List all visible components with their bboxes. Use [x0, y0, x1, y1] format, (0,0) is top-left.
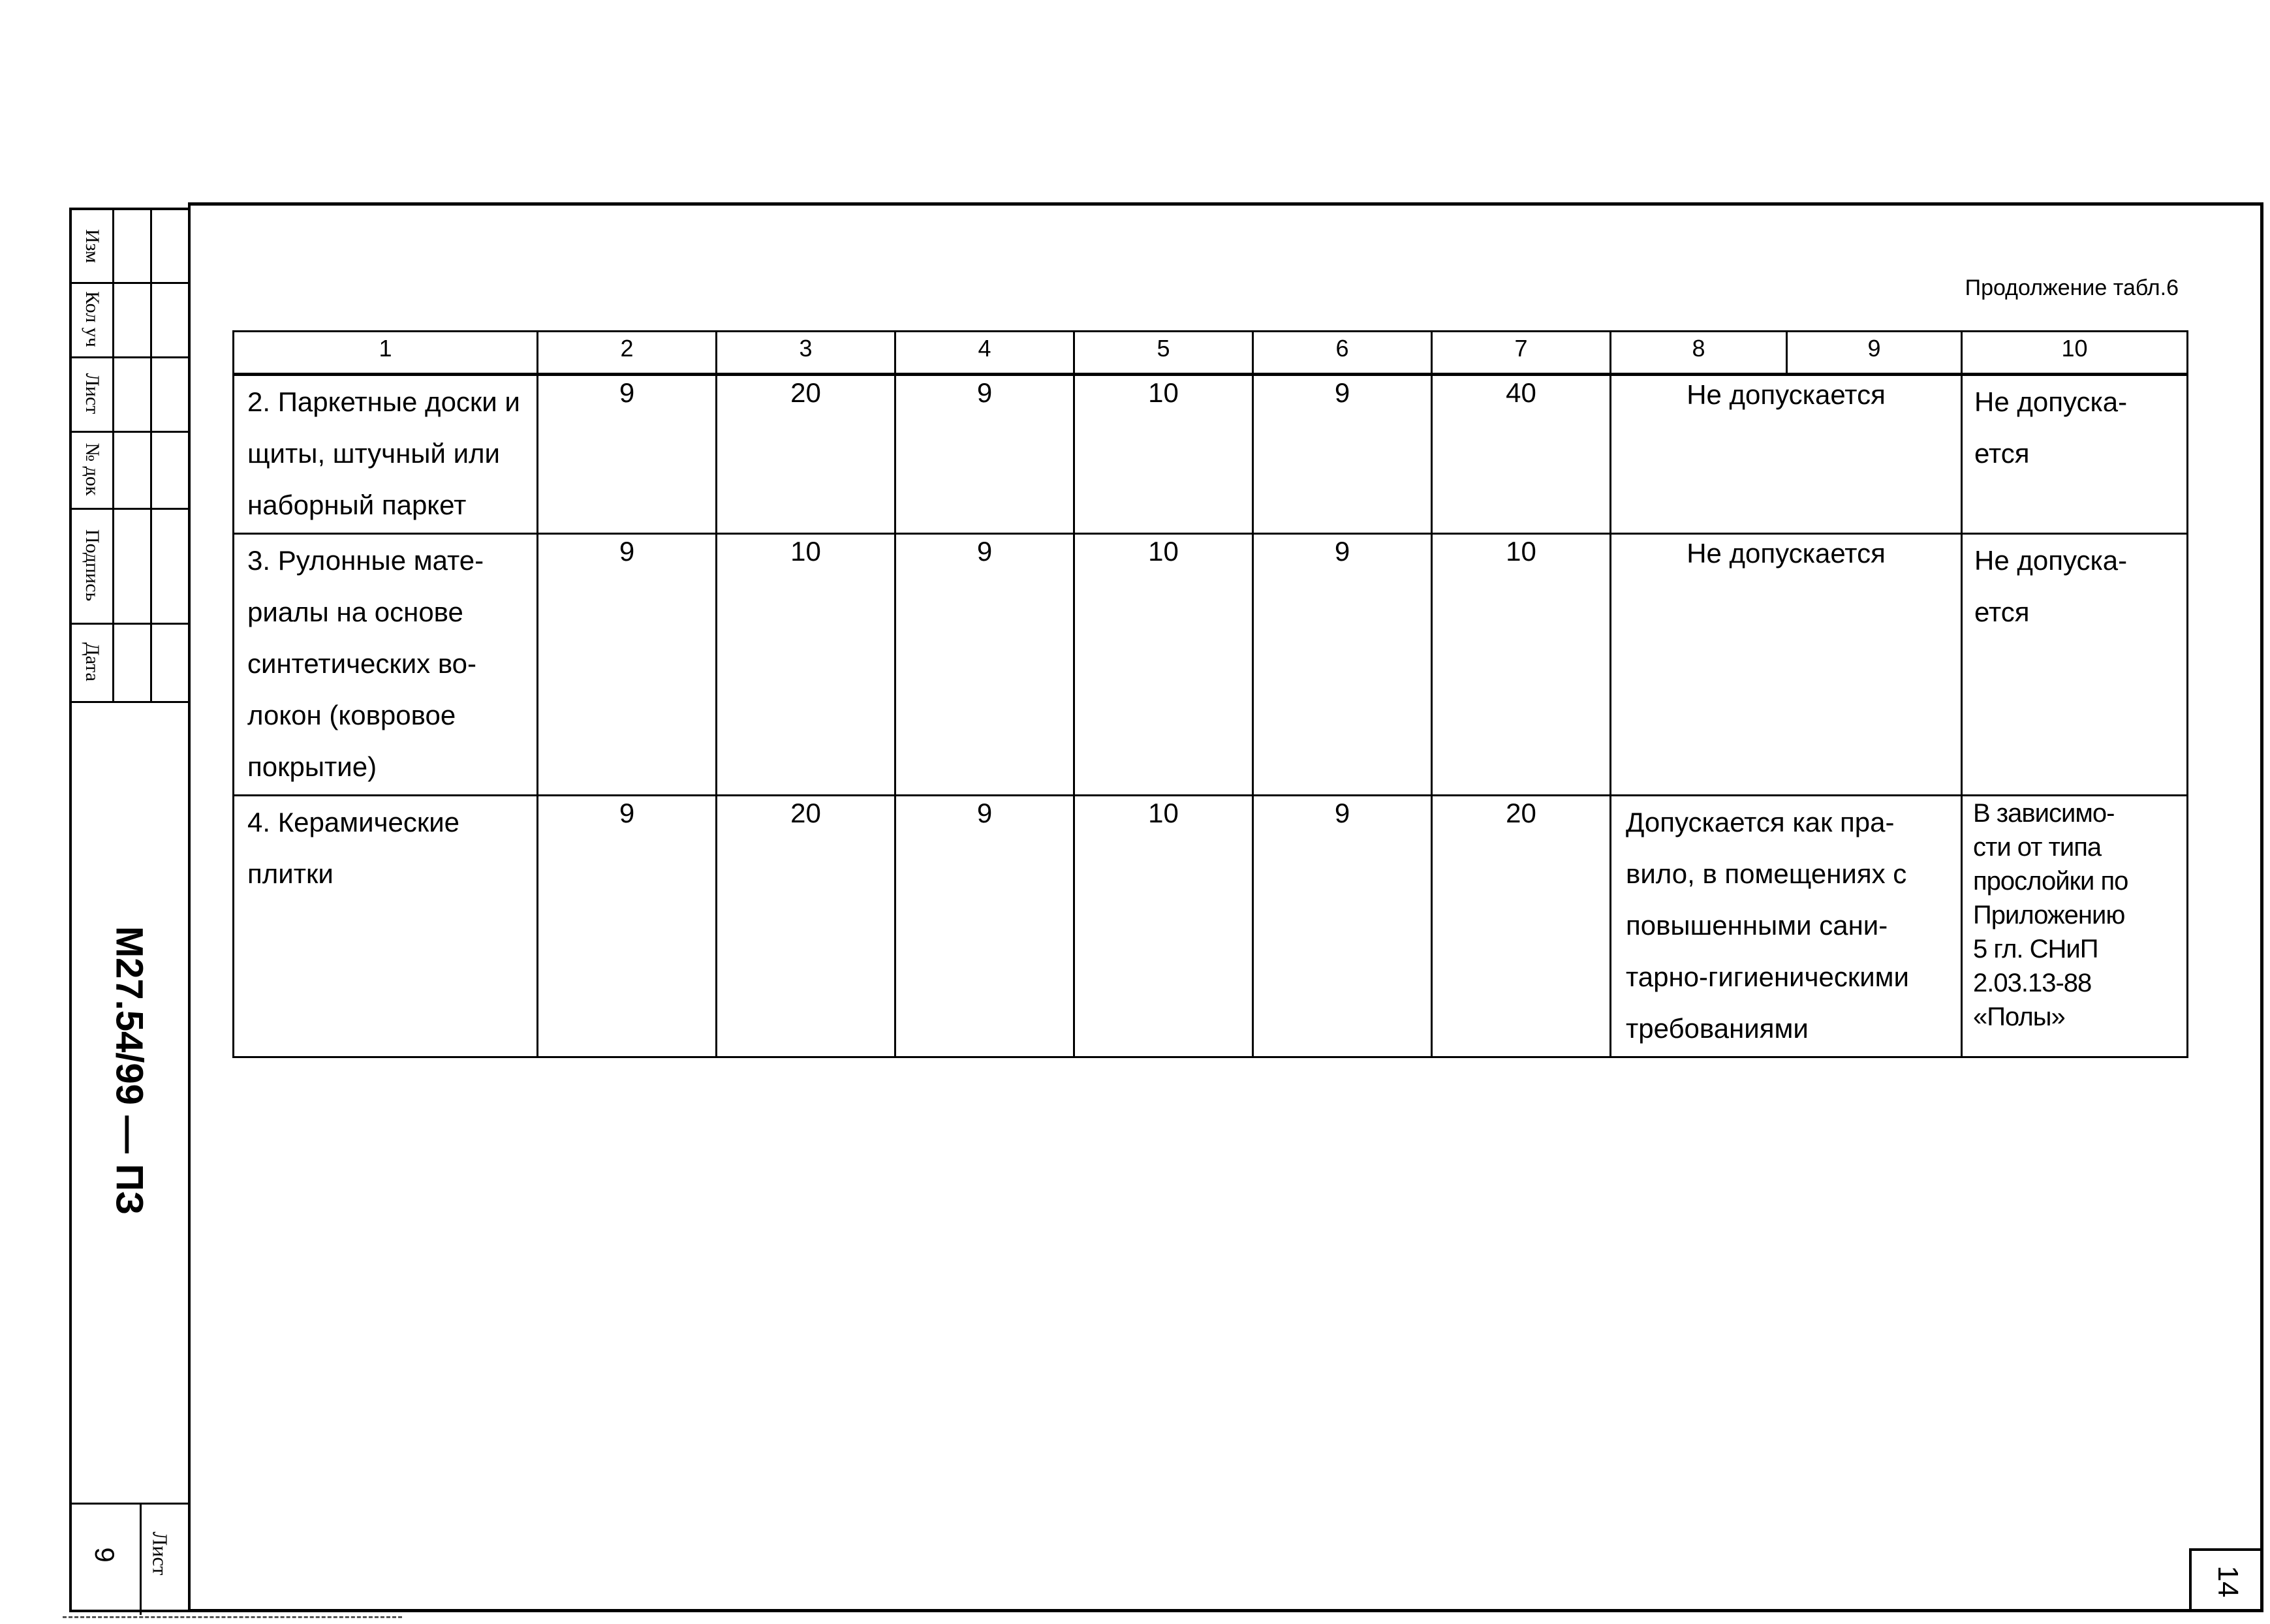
table-caption: Продолжение табл.6: [1965, 275, 2179, 300]
merged-note-cell: Не допускается: [1611, 534, 1962, 796]
col10-line: В зависимо-: [1973, 799, 2115, 828]
merged-note-cell: Не допускается: [1611, 375, 1962, 534]
strip-cell-n-dok: [72, 431, 112, 508]
row-name-line: щиты, штучный или: [247, 438, 501, 469]
strip-hline: [72, 701, 188, 703]
col10-line: «Полы»: [1973, 1003, 2065, 1031]
value-cell: 10: [1432, 534, 1611, 796]
row-name-line: 3. Рулонные мате-: [247, 545, 484, 576]
value-cell: 9: [1253, 534, 1432, 796]
value-cell: 9: [538, 534, 717, 796]
merged-note-cell: [1611, 796, 1962, 1057]
strip-cell-list: [72, 356, 112, 431]
header-cell: 8: [1611, 332, 1787, 375]
col10-line: сти от типа: [1973, 833, 2102, 862]
value-cell: 10: [1074, 796, 1253, 1057]
header-cell: 1: [234, 332, 538, 375]
value-cell: 9: [895, 375, 1074, 534]
strip-cell-podpis: [72, 508, 112, 623]
table-row: [234, 796, 2188, 1057]
scan-artifact-line: [63, 1616, 402, 1618]
value-cell: 9: [1253, 796, 1432, 1057]
value-cell: 10: [1074, 534, 1253, 796]
header-cell: 3: [717, 332, 895, 375]
sheet-number: 9: [89, 1547, 120, 1563]
value-cell: 20: [717, 796, 895, 1057]
value-cell: 9: [895, 796, 1074, 1057]
strip-label-podpis: Подпись: [82, 529, 103, 602]
row-name-line: 2. Паркетные доски и: [247, 386, 520, 417]
row-name-line: локон (ковровое: [247, 700, 456, 730]
value-cell: 20: [1432, 796, 1611, 1057]
col10-line: ется: [1974, 597, 2030, 627]
header-cell: 10: [1962, 332, 2188, 375]
col10-cell: [1962, 796, 2188, 1057]
note-line: тарно-гигиеническими: [1626, 961, 1910, 992]
value-cell: 40: [1432, 375, 1611, 534]
note-line: Допускается как пра-: [1626, 807, 1895, 837]
strip-hline: [72, 1503, 188, 1505]
strip-label-list: Лист: [82, 373, 103, 414]
col10-line: ется: [1974, 438, 2030, 469]
col10-cell: [1962, 375, 2188, 534]
value-cell: 10: [717, 534, 895, 796]
col10-line: 2.03.13-88: [1973, 969, 2092, 997]
document-number: М27.54/99 — ПЗ: [108, 926, 151, 1215]
row-name-line: плитки: [247, 858, 334, 889]
value-cell: 10: [1074, 375, 1253, 534]
header-cell: 6: [1253, 332, 1432, 375]
note-line: повышенными сани-: [1626, 910, 1888, 941]
page-number: 14: [2212, 1565, 2244, 1598]
row-name-line: синтетических во-: [247, 648, 477, 679]
row-name-cell: [234, 796, 538, 1057]
strip-vline: [140, 1503, 142, 1615]
table-header-row: [234, 332, 2188, 375]
note-line: требованиями: [1626, 1013, 1809, 1044]
strip-label-izm: Изм: [82, 228, 103, 264]
header-cell: 7: [1432, 332, 1611, 375]
value-cell: 9: [538, 796, 717, 1057]
value-cell: 20: [717, 375, 895, 534]
value-cell: 9: [538, 375, 717, 534]
table-row: [234, 534, 2188, 796]
col10-line: Приложению: [1973, 901, 2125, 929]
header-cell: 9: [1787, 332, 1962, 375]
sheet-label: Лист: [148, 1531, 172, 1576]
col10-line: 5 гл. СНиП: [1973, 935, 2098, 963]
floor-requirements-table: [232, 330, 2188, 1058]
page-number-box: [2189, 1548, 2263, 1612]
strip-cell-data: [72, 623, 112, 701]
col10-line: Не допуска-: [1974, 386, 2128, 417]
header-cell: 4: [895, 332, 1074, 375]
strip-label-data: Дата: [82, 642, 103, 681]
col10-line: прослойки по: [1973, 867, 2128, 896]
table-row: [234, 375, 2188, 534]
value-cell: 9: [1253, 375, 1432, 534]
row-name-line: покрытие): [247, 751, 377, 782]
row-name-cell: [234, 534, 538, 796]
col10-cell: [1962, 534, 2188, 796]
note-line: вило, в помещениях с: [1626, 858, 1907, 889]
strip-cell-izm: [72, 210, 112, 282]
col10-line: Не допуска-: [1974, 545, 2128, 576]
strip-label-n-dok: № док: [82, 443, 103, 496]
row-name-cell: [234, 375, 538, 534]
strip-cell-kol-uch: [72, 282, 112, 356]
binding-strip: [69, 208, 188, 1612]
header-cell: 5: [1074, 332, 1253, 375]
row-name-line: риалы на основе: [247, 597, 463, 627]
row-name-line: 4. Керамические: [247, 807, 460, 837]
header-cell: 2: [538, 332, 717, 375]
value-cell: 9: [895, 534, 1074, 796]
row-name-line: наборный паркет: [247, 490, 467, 520]
strip-label-kol-uch: Кол уч: [82, 291, 103, 347]
